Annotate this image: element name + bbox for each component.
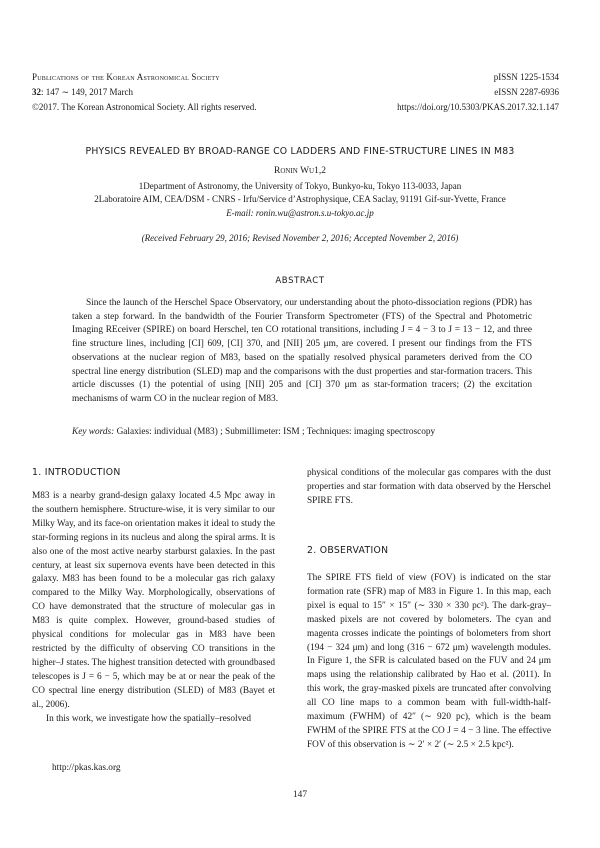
intro-paragraph-2: In this work, we investigate how the spatially–resolved: [46, 713, 252, 724]
received-dates: (Received February 29, 2016; Revised November 2, 2016; Accepted November 2, 2016): [141, 233, 459, 243]
volume-info: [32, 85, 257, 100]
volume-number: 32: [32, 87, 41, 97]
journal-url[interactable]: http://pkas.kas.org: [52, 763, 121, 773]
email[interactable]: E-mail: ronin.wu@astron.s.u-tokyo.ac.jp: [226, 208, 374, 218]
keywords-text: Galaxies: individual (M83) ; Submillimeter: ISM ; Techniques: imaging spectroscopy: [116, 427, 436, 437]
abstract-text: Since the launch of the Herschel Space Observatory, our understanding about the photo-dissociation regions (PDR) has taken a step forward. In the bandwidth of the Fourier Transform Spectrometer (FTS) of the Spectral and Photometric Imaging REceiver (SPIRE) on board Herschel, ten CO rotational transitions, including J = 4 − 3 to J = 13 − 12, and three fine structure lines, including [CI] 609, [CI] 370, and [NII] 205 μm, are covered. I present our findings from the FTS observations at the nuclear region of M83, based on the spatially resolved physical parameters derived from the CO spectral line energy distribution (SLED) map and the comparisons with the dust properties and star-formation tracers. This article discusses (1) the potential of using [NII] 205 and [CI] 370 μm as star-formation tracers; (2) the excitation mechanisms of warm CO in the nuclear region of M83.: [72, 298, 532, 404]
section-observation-heading: 2. OBSERVATION: [307, 545, 389, 556]
volume-pages: : 147 ∼ 149, 2017 March: [41, 87, 134, 97]
keywords-label: Key words:: [72, 427, 115, 437]
right-column-observation: [307, 572, 551, 753]
abstract: [72, 297, 532, 407]
affiliations: [0, 180, 600, 206]
affiliation-1: 1Department of Astronomy, the University of Tokyo, Bunkyo-ku, Tokyo 113-0033, Japan: [138, 181, 462, 191]
left-column: [32, 490, 275, 726]
pissn: pISSN 1225-1534: [493, 72, 559, 82]
affiliation-2: 2Laboratoire AIM, CEA/DSM - CNRS - Irfu/Service d’Astrophysique, CEA Saclay, 91191 Gif-sur-Yvette, France: [94, 194, 506, 204]
intro-paragraph-2-continued: physical conditions of the molecular gas compares with the dust properties and star formation with data observed by the Herschel SPIRE FTS.: [307, 468, 551, 506]
keywords: [72, 427, 542, 437]
section-introduction-heading: 1. INTRODUCTION: [32, 467, 121, 478]
author: Ronin Wu1,2: [274, 166, 326, 176]
intro-paragraph-1: M83 is a nearby grand-design galaxy located 4.5 Mpc away in the southern hemisphere. Structure-wise, it is very similar to our Milky Way, and its face-on orientation makes it ideal to study the star-forming regions in its nucleus and along the spiral arms. It is also one of the most active nearby starburst galaxies. In the past century, at least six supernova events have been detected in this galaxy. M83 has been found to be a molecular gas rich galaxy compared to the Milky Way. Morphologically, observations of CO have demonstrated that the structure of molecular gas in M83 is quite complex. However, ground-based studies of physical conditions for molecular gas in M83 have been restricted by the difficulty of observing CO transitions in the higher–J states. The highest transition detected with groundbased telescopes is J = 6 − 5, which may be at or near the peak of the CO spectral line energy distribution (SLED) of M83 (Bayet et al., 2006).: [32, 491, 275, 710]
page-number: 147: [293, 790, 307, 800]
right-column-top: [307, 467, 551, 509]
issn-header: [397, 70, 559, 115]
doi-link[interactable]: https://doi.org/10.5303/PKAS.2017.32.1.147: [397, 102, 559, 112]
paper-title: PHYSICS REVEALED BY BROAD-RANGE CO LADDERS AND FINE-STRUCTURE LINES IN M83: [85, 146, 515, 157]
journal-header: [32, 70, 257, 115]
eissn: eISSN 2287-6936: [494, 87, 559, 97]
copyright: ©2017. The Korean Astronomical Society. All rights reserved.: [32, 102, 257, 112]
journal-name: Publications of the Korean Astronomical Society: [32, 72, 220, 82]
abstract-heading: ABSTRACT: [275, 276, 325, 286]
observation-paragraph-1: The SPIRE FTS field of view (FOV) is indicated on the star formation rate (SFR) map of M83 in Figure 1. In this map, each pixel is equal to 15″ × 15″ (∼ 330 × 330 pc²). The dark-gray–masked pixels are not covered by bolometers. The cyan and magenta crosses indicate the pointings of bolometers from short (194 − 324 μm) and long (316 − 672 μm) wavelength modules. In Figure 1, the SFR is calculated based on the FUV and 24 μm maps using the relationship calibrated by Hao et al. (2011). In this work, the gray-masked pixels are truncated after convolving all CO line maps to a common beam with full-width-half-maximum (FWHM) of 42″ (∼ 920 pc), which is the beam FWHM of the SPIRE FTS at the CO J = 4 − 3 line. The effective FOV of this observation is ∼ 2′ × 2′ (∼ 2.5 × 2.5 kpc²).: [307, 573, 551, 750]
